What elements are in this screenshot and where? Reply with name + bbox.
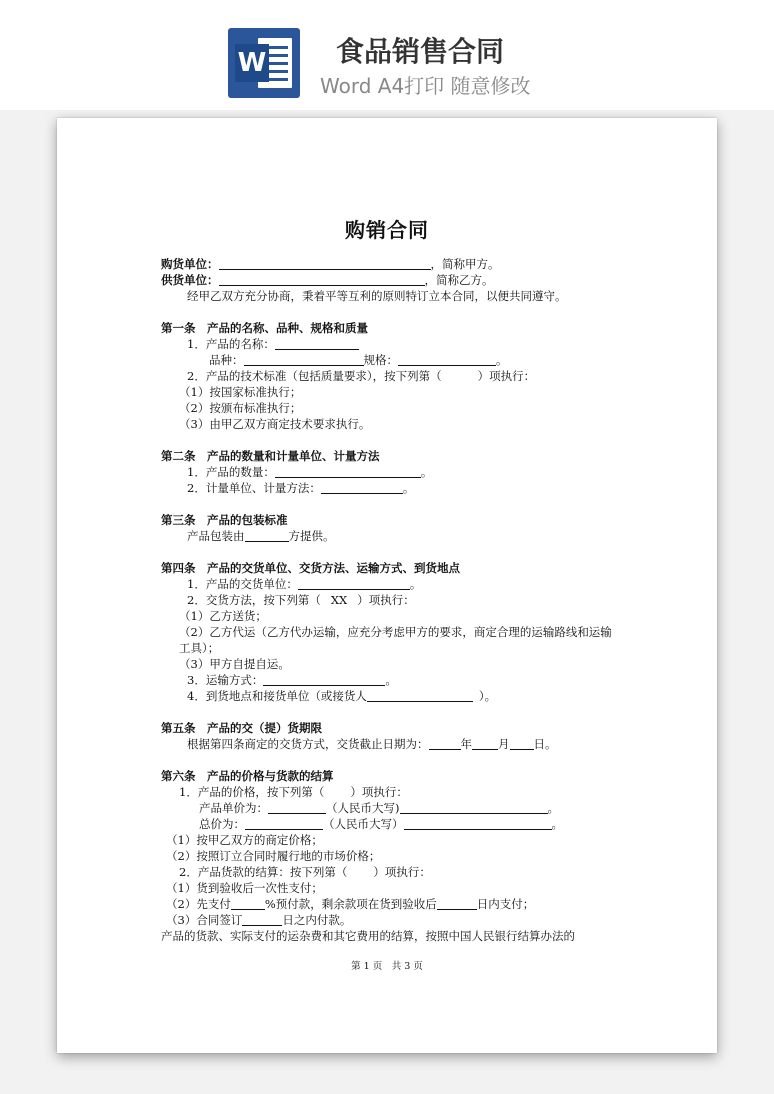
- buyer-blank: [219, 257, 431, 270]
- art4-period2: 。: [385, 673, 397, 687]
- art1-variety-blank: [244, 353, 364, 366]
- art5-year-blank: [429, 737, 461, 750]
- art2-period1: 。: [420, 465, 433, 479]
- art4-option3: （3）甲方自提自运。: [179, 657, 290, 671]
- art4-method-suffix: ）项执行：: [357, 593, 415, 607]
- seller-label: 供货单位：: [161, 273, 219, 287]
- art4-method-text: 2．交货方法，按下列第（: [187, 593, 321, 607]
- banner-title: 食品销售合同: [335, 35, 504, 68]
- art4-line1: [161, 576, 621, 592]
- art6-settle-suffix: ）项执行：: [373, 865, 431, 879]
- art1-period: 。: [496, 353, 508, 367]
- art3-pack-suffix: 方提供。: [288, 529, 335, 543]
- art5-year: 年: [460, 737, 472, 751]
- document-page: [57, 118, 717, 1053]
- art4-option2: （2）乙方代运（乙方代办运输，应充分考虑甲方的要求，商定合理的运输路线和运输工具）；: [179, 625, 612, 655]
- seller-line: [161, 272, 621, 288]
- art6-option1: （1）按甲乙双方的商定价格；: [166, 833, 323, 847]
- art6-pay3: [161, 912, 621, 928]
- art4-unit-label: 1．产品的交货单位：: [187, 577, 298, 591]
- art5-month: 月: [498, 737, 510, 751]
- art1-line1: [161, 336, 621, 352]
- buyer-label: 购货单位：: [161, 257, 219, 271]
- art6-line1: [161, 784, 621, 800]
- art6-pay3-suffix: 日之内付款。: [282, 913, 352, 927]
- word-icon-letter: W: [235, 44, 269, 82]
- art6-unit-price: [161, 800, 621, 816]
- art6-pay2-suffix: 日内支付；: [476, 897, 535, 911]
- article-3-heading: 第三条 产品的包装标准: [161, 513, 288, 527]
- art2-unit-label: 2．计量单位、计量方法：: [187, 481, 321, 495]
- art6-pay3-text: （3）合同签订: [166, 913, 243, 927]
- document-title: 购销合同: [345, 218, 429, 242]
- seller-suffix: ，简称乙方。: [424, 273, 494, 287]
- article-5-heading: 第五条 产品的交（提）货期限: [161, 721, 322, 735]
- art4-line4: [161, 688, 621, 704]
- art2-qty-blank: [275, 465, 421, 478]
- art4-transport-blank: [263, 673, 385, 686]
- art6-line2: [161, 864, 621, 880]
- page-footer: 第 1 页 共 3 页: [351, 961, 423, 972]
- art1-spec-blank: [398, 353, 496, 366]
- article-2-heading: 第二条 产品的数量和计量单位、计量方法: [161, 449, 380, 463]
- art2-line1: [161, 464, 621, 480]
- buyer-line: [161, 256, 621, 272]
- art6-total-label: 总价为：: [199, 817, 245, 831]
- art2-qty-label: 1．产品的数量：: [187, 465, 275, 479]
- art2-line2: [161, 480, 621, 496]
- art5-day-blank: [510, 737, 534, 750]
- art4-option1: （1）乙方送货；: [179, 609, 267, 623]
- art5-line1: [161, 736, 621, 752]
- word-icon: [228, 28, 300, 98]
- art4-period1: 。: [409, 577, 422, 591]
- art6-unit-words-blank: [400, 801, 548, 814]
- art6-pay3-blank: [242, 913, 282, 926]
- document-body: [161, 256, 621, 944]
- art5-date-text: 根据第四条商定的交货方式，交货截止日期为：: [187, 737, 429, 751]
- art4-dest-blank: [367, 689, 473, 702]
- art6-pay2: [161, 896, 621, 912]
- art6-total-mid: （人民币大写）: [323, 817, 404, 831]
- art1-line2: [161, 352, 621, 368]
- banner: [0, 0, 774, 110]
- art6-total-price: [161, 816, 621, 832]
- art6-period2: 。: [551, 817, 563, 831]
- art4-line3: [161, 672, 621, 688]
- art4-line2: [161, 592, 621, 608]
- article-1-heading: 第一条 产品的名称、品种、规格和质量: [161, 321, 368, 335]
- art3-pack-blank: [245, 529, 289, 542]
- art6-unit-mid: （人民币大写): [326, 801, 400, 815]
- art6-period1: 。: [547, 801, 559, 815]
- art1-std-text: 2．产品的技术标准（包括质量要求），按下列第（: [187, 369, 442, 383]
- art1-option1: （1）按国家标准执行；: [179, 385, 302, 399]
- art2-unit-blank: [321, 481, 403, 494]
- art5-month-blank: [472, 737, 498, 750]
- art6-pay2-blank1: [231, 897, 265, 910]
- art6-option2: （2）按照订立合同时履行地的市场价格；: [166, 849, 381, 863]
- art1-option2: （2）按颁布标准执行；: [179, 401, 302, 415]
- article-6-heading: 第六条 产品的价格与货款的结算: [161, 769, 334, 783]
- art2-period2: 。: [402, 481, 415, 495]
- art1-line3: [161, 368, 621, 384]
- article-4-heading: 第四条 产品的交货单位、交货方法、运输方式、到货地点: [161, 561, 460, 575]
- buyer-suffix: ，简称甲方。: [430, 257, 500, 271]
- art1-name-label: 1．产品的名称：: [187, 337, 275, 351]
- art6-pay2-text: （2）先支付: [166, 897, 231, 911]
- art6-pay2-blank2: [437, 897, 477, 910]
- art4-transport-label: 3．运输方式：: [187, 673, 264, 687]
- art6-pay2-mid: %预付款，剩余款项在货到验收后: [264, 897, 437, 911]
- art1-option3: （3）由甲乙双方商定技术要求执行。: [179, 417, 371, 431]
- intro-text: 经甲乙双方充分协商，秉着平等互利的原则特订立本合同，以便共同遵守。: [187, 289, 567, 303]
- art6-settle-text: 2．产品货款的结算：按下列第（: [179, 865, 348, 879]
- art3-pack-label: 产品包装由: [187, 529, 245, 543]
- art4-dest-text: 4．到货地点和接货单位（或接货人: [187, 689, 367, 703]
- art1-variety-label: 品种：: [209, 353, 244, 367]
- art6-unit-label: 产品单价为：: [199, 801, 268, 815]
- art6-unit-blank: [268, 801, 326, 814]
- art6-price-suffix: ）项执行：: [350, 785, 408, 799]
- art6-tail: 产品的货款、实际支付的运杂费和其它费用的结算，按照中国人民银行结算办法的: [161, 929, 575, 943]
- art1-spec-label: 规格：: [363, 353, 398, 367]
- art6-pay1: （1）货到验收后一次性支付；: [166, 881, 323, 895]
- seller-blank: [219, 273, 425, 286]
- art6-total-words-blank: [404, 817, 552, 830]
- art1-std-suffix: ）项执行：: [477, 369, 536, 383]
- art3-line1: [161, 528, 621, 544]
- art4-unit-blank: [298, 577, 410, 590]
- art6-price-text: 1．产品的价格，按下列第（: [179, 785, 325, 799]
- art6-total-blank: [245, 817, 323, 830]
- art4-method-choice: XX: [330, 593, 348, 607]
- art1-name-blank: [275, 337, 359, 350]
- art4-dest-suffix: ）。: [478, 689, 497, 703]
- art5-day: 日。: [533, 737, 557, 751]
- banner-subtitle: Word A4打印 随意修改: [320, 74, 531, 98]
